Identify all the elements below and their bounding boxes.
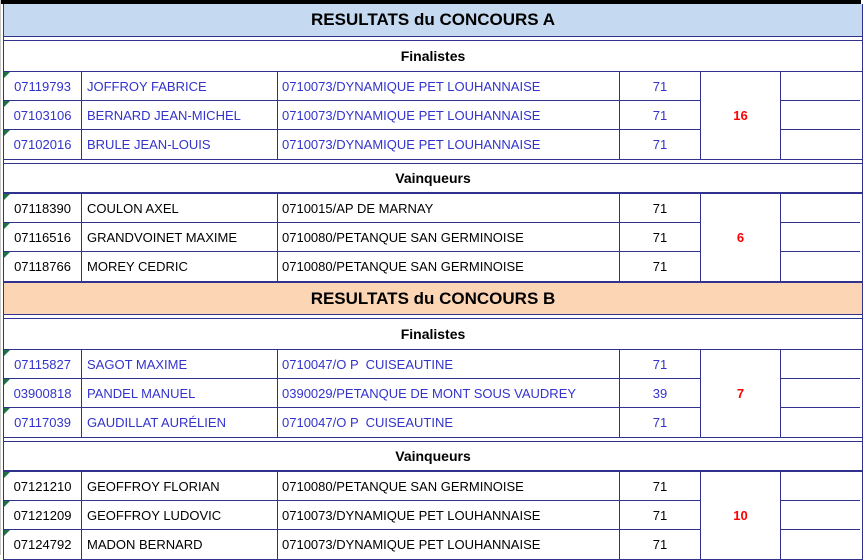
- player-name-cell: BRULE JEAN-LOUIS: [82, 130, 278, 159]
- license-cell: 07118766: [4, 252, 82, 281]
- club-cell: 0710047/O P CUISEAUTINE: [278, 408, 620, 437]
- license-cell: 07118390: [4, 194, 82, 223]
- license-cell: 07116516: [4, 223, 82, 252]
- club-cell: 0710080/PETANQUE SAN GERMINOISE: [278, 252, 620, 281]
- section-header-finalistes-b: Finalistes: [4, 319, 862, 349]
- table-vainqueurs-a: [4, 193, 862, 282]
- empty-cell: [781, 350, 860, 379]
- section-header-vainqueurs-a: Vainqueurs: [4, 164, 862, 193]
- concours-a-title: RESULTATS du CONCOURS A: [4, 4, 862, 37]
- department-cell: 71: [620, 252, 701, 281]
- empty-cell: [781, 379, 860, 408]
- player-name-cell: SAGOT MAXIME: [82, 350, 278, 379]
- club-cell: 0710080/PETANQUE SAN GERMINOISE: [278, 223, 620, 252]
- empty-cell: [781, 130, 860, 159]
- club-cell: 0710073/DYNAMIQUE PET LOUHANNAISE: [278, 530, 620, 559]
- department-cell: 71: [620, 472, 701, 501]
- department-cell: 71: [620, 501, 701, 530]
- table-finalistes-a: [4, 71, 862, 160]
- license-cell: 03900818: [4, 379, 82, 408]
- department-cell: 71: [620, 194, 701, 223]
- player-name-cell: GEOFFROY FLORIAN: [82, 472, 278, 501]
- player-name-cell: GEOFFROY LUDOVIC: [82, 501, 278, 530]
- license-cell: 07117039: [4, 408, 82, 437]
- department-cell: 71: [620, 101, 701, 130]
- club-cell: 0710015/AP DE MARNAY: [278, 194, 620, 223]
- license-cell: 07124792: [4, 530, 82, 559]
- section-score-cell: 6: [701, 194, 781, 281]
- club-cell: 0710073/DYNAMIQUE PET LOUHANNAISE: [278, 101, 620, 130]
- department-cell: 71: [620, 72, 701, 101]
- empty-cell: [781, 501, 860, 530]
- department-cell: 71: [620, 408, 701, 437]
- player-name-cell: COULON AXEL: [82, 194, 278, 223]
- license-cell: 07119793: [4, 72, 82, 101]
- player-name-cell: MADON BERNARD: [82, 530, 278, 559]
- club-cell: 0710073/DYNAMIQUE PET LOUHANNAISE: [278, 130, 620, 159]
- empty-cell: [781, 252, 860, 281]
- results-sheet: [3, 4, 863, 560]
- concours-b-title: RESULTATS du CONCOURS B: [4, 282, 862, 315]
- section-header-vainqueurs-b: Vainqueurs: [4, 442, 862, 471]
- empty-cell: [781, 472, 860, 501]
- department-cell: 71: [620, 350, 701, 379]
- club-cell: 0710073/DYNAMIQUE PET LOUHANNAISE: [278, 501, 620, 530]
- section-score-cell: 10: [701, 472, 781, 559]
- club-cell: 0710073/DYNAMIQUE PET LOUHANNAISE: [278, 72, 620, 101]
- empty-cell: [781, 408, 860, 437]
- license-cell: 07115827: [4, 350, 82, 379]
- club-cell: 0390029/PETANQUE DE MONT SOUS VAUDREY: [278, 379, 620, 408]
- player-name-cell: PANDEL MANUEL: [82, 379, 278, 408]
- table-vainqueurs-b: [4, 471, 862, 560]
- license-cell: 07121210: [4, 472, 82, 501]
- player-name-cell: BERNARD JEAN-MICHEL: [82, 101, 278, 130]
- club-cell: 0710080/PETANQUE SAN GERMINOISE: [278, 472, 620, 501]
- department-cell: 71: [620, 223, 701, 252]
- club-cell: 0710047/O P CUISEAUTINE: [278, 350, 620, 379]
- department-cell: 71: [620, 130, 701, 159]
- license-cell: 07102016: [4, 130, 82, 159]
- empty-cell: [781, 223, 860, 252]
- table-finalistes-b: [4, 349, 862, 438]
- license-cell: 07121209: [4, 501, 82, 530]
- department-cell: 39: [620, 379, 701, 408]
- empty-cell: [781, 194, 860, 223]
- player-name-cell: GRANDVOINET MAXIME: [82, 223, 278, 252]
- section-score-cell: 7: [701, 350, 781, 437]
- player-name-cell: JOFFROY FABRICE: [82, 72, 278, 101]
- empty-cell: [781, 101, 860, 130]
- player-name-cell: MOREY CEDRIC: [82, 252, 278, 281]
- section-score-cell: 16: [701, 72, 781, 159]
- empty-cell: [781, 72, 860, 101]
- department-cell: 71: [620, 530, 701, 559]
- player-name-cell: GAUDILLAT AURÉLIEN: [82, 408, 278, 437]
- license-cell: 07103106: [4, 101, 82, 130]
- section-header-finalistes-a: Finalistes: [4, 41, 862, 71]
